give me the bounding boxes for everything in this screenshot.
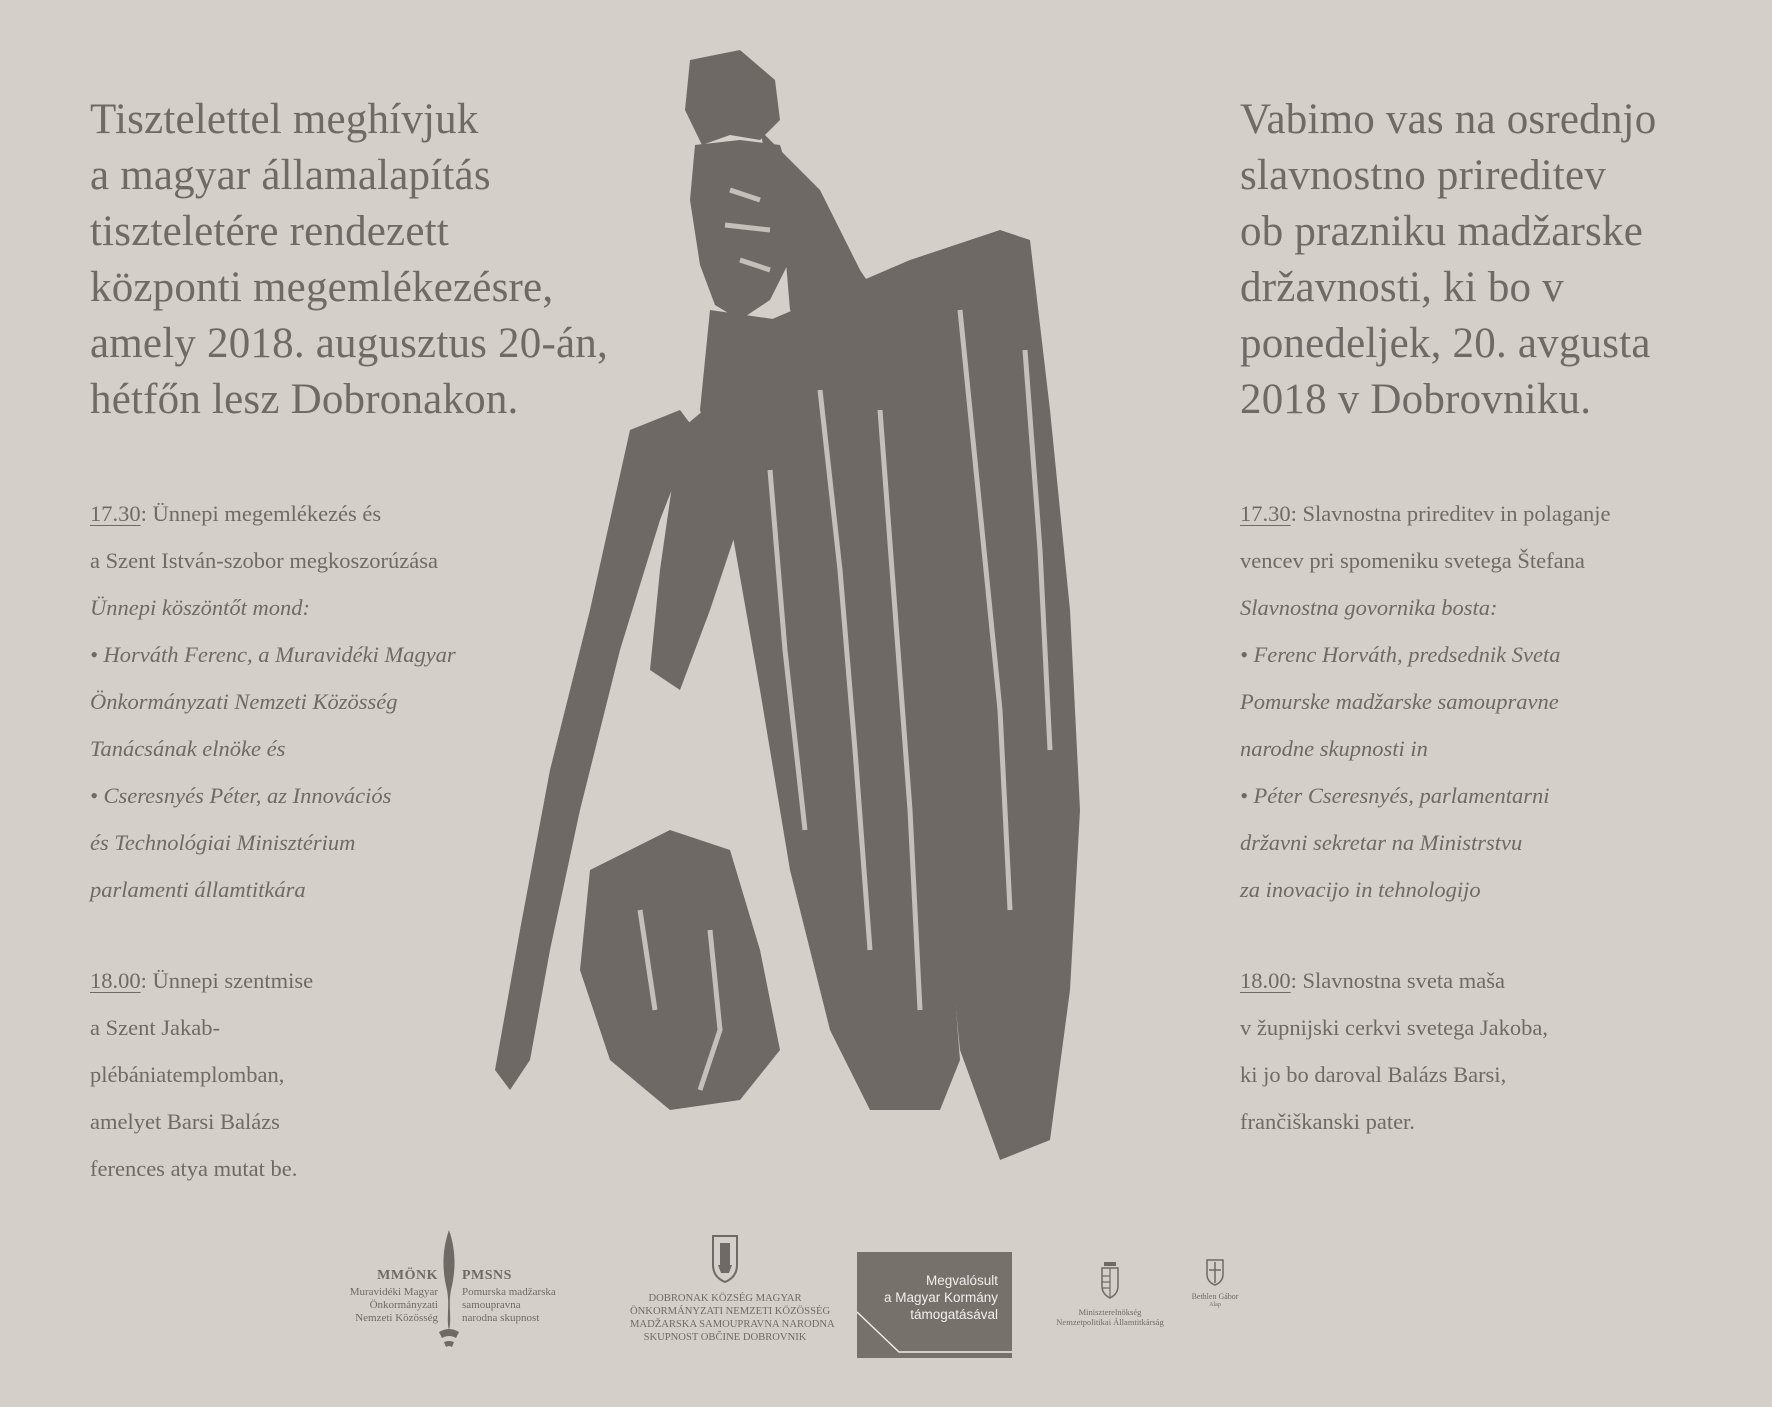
diagonal-stripe-icon xyxy=(857,1308,1012,1358)
slovenian-headline xyxy=(1240,92,1656,428)
program-line: v župnijski cerkvi svetega Jakoba, xyxy=(1240,1015,1549,1040)
hungarian-program-1 xyxy=(90,490,456,913)
program-line: amelyet Barsi Balázs xyxy=(90,1109,280,1134)
program-line: ferences atya mutat be. xyxy=(90,1156,298,1181)
dobronak-line: MADŽARSKA SAMOUPRAVNA NARODNA xyxy=(630,1319,835,1330)
headline-line: amely 2018. augusztus 20-án, xyxy=(90,320,608,367)
sponsor-logos xyxy=(0,1230,1772,1380)
headline-line: a magyar államalapítás xyxy=(90,152,491,199)
program-line xyxy=(90,957,313,1004)
pmsns-name-line: narodna skupnost xyxy=(462,1312,540,1324)
dobronak-line: SKUPNOST OBČINE DOBROVNIK xyxy=(643,1332,807,1343)
headline-line: ob prazniku madžarske xyxy=(1240,208,1643,255)
bethlen-gabor-logo xyxy=(1180,1258,1250,1328)
program-time: 18.00 xyxy=(1240,968,1291,993)
program-line: és Technológiai Minisztérium xyxy=(90,830,356,855)
program-line xyxy=(1240,957,1548,1004)
program-line: državni sekretar na Ministrstvu xyxy=(1240,830,1523,855)
program-line: Ünnepi köszöntőt mond: xyxy=(90,595,310,620)
ministry-logo xyxy=(1050,1260,1170,1350)
ministry-text xyxy=(1050,1308,1170,1327)
bethlen-line: Alap xyxy=(1209,1302,1221,1308)
bethlen-shield-icon xyxy=(1205,1258,1225,1286)
slovenian-program-2 xyxy=(1240,957,1548,1145)
headline-line: državnosti, ki bo v xyxy=(1240,264,1564,311)
program-line: Pomurske madžarske samoupravne xyxy=(1240,689,1559,714)
pmsns-abbreviation: PMSNS xyxy=(462,1268,512,1283)
program-time: 18.00 xyxy=(90,968,141,993)
program-line: za inovacijo in tehnologijo xyxy=(1240,877,1481,902)
program-line: ki jo bo daroval Balázs Barsi, xyxy=(1240,1062,1507,1087)
mmonk-logo xyxy=(320,1230,580,1360)
headline-line: Vabimo vas na osrednjo xyxy=(1240,96,1657,143)
headline-line: központi megemlékezésre, xyxy=(90,264,554,311)
dobronak-coat-of-arms-icon xyxy=(712,1235,738,1283)
program-line: Tanácsának elnöke és xyxy=(90,736,286,761)
government-line: Megvalósult xyxy=(925,1273,998,1288)
dobronak-logo xyxy=(630,1230,835,1360)
headline-line: hétfőn lesz Dobronakon. xyxy=(90,376,519,423)
dobronak-line: ÖNKORMÁNYZATI NEMZETI KÖZÖSSÉG xyxy=(630,1306,831,1317)
government-support-box xyxy=(857,1252,1012,1358)
program-line xyxy=(90,490,456,537)
program-text: : Ünnepi megemlékezés és xyxy=(140,501,382,526)
pmsns-name-line: samoupravna xyxy=(462,1299,521,1311)
program-line: Önkormányzati Nemzeti Közösség xyxy=(90,689,398,714)
program-text: : Slavnostna prireditev in polaganje xyxy=(1290,501,1611,526)
program-line: parlamenti államtitkára xyxy=(90,877,306,902)
mmonk-abbreviation: MMÖNK xyxy=(377,1268,438,1283)
program-line: • Cseresnyés Péter, az Innovációs xyxy=(90,783,392,808)
program-text: : Slavnostna sveta maša xyxy=(1290,968,1505,993)
hungarian-headline xyxy=(90,92,608,428)
pmsns-name-line: Pomurska madžarska xyxy=(462,1286,556,1298)
dobronak-text xyxy=(630,1292,835,1344)
bethlen-text xyxy=(1180,1292,1250,1310)
dobronak-line: DOBRONAK KÖZSÉG MAGYAR xyxy=(648,1293,802,1304)
headline-line: tiszteletére rendezett xyxy=(90,208,449,255)
program-line: frančiškanski pater. xyxy=(1240,1109,1415,1134)
hungarian-program-2 xyxy=(90,957,313,1192)
program-line: plébániatemplomban, xyxy=(90,1062,285,1087)
mmonk-name-line: Muravidéki Magyar xyxy=(349,1286,438,1298)
headline-line: Tisztelettel meghívjuk xyxy=(90,96,479,143)
program-text: : Ünnepi szentmise xyxy=(140,968,314,993)
program-time: 17.30 xyxy=(1240,501,1291,526)
mmonk-name-line: Nemzeti Közösség xyxy=(355,1312,438,1324)
program-line: narodne skupnosti in xyxy=(1240,736,1428,761)
slovenian-program-1 xyxy=(1240,490,1611,913)
program-line: a Szent István-szobor megkoszorúzása xyxy=(90,548,439,573)
headline-line: ponedeljek, 20. avgusta xyxy=(1240,320,1651,367)
program-line: • Péter Cseresnyés, parlamentarni xyxy=(1240,783,1550,808)
government-line: a Magyar Kormány xyxy=(883,1290,998,1305)
program-time: 17.30 xyxy=(90,501,141,526)
program-line: • Ferenc Horváth, predsednik Sveta xyxy=(1240,642,1561,667)
program-line: • Horváth Ferenc, a Muravidéki Magyar xyxy=(90,642,456,667)
ministry-line: Nemzetpolitikai Államtitkárság xyxy=(1056,1316,1164,1327)
program-line xyxy=(1240,490,1611,537)
program-line: Slavnostna govornika bosta: xyxy=(1240,595,1498,620)
program-line: vencev pri spomeniku svetega Štefana xyxy=(1240,548,1585,573)
flame-emblem-icon xyxy=(436,1230,462,1350)
headline-line: slavnostno prireditev xyxy=(1240,152,1607,199)
headline-line: 2018 v Dobrovniku. xyxy=(1240,376,1592,423)
bethlen-line: Bethlen Gábor xyxy=(1191,1292,1239,1301)
hungarian-coat-of-arms-icon xyxy=(1100,1260,1120,1300)
mmonk-name-line: Önkormányzati xyxy=(369,1299,438,1311)
program-line: a Szent Jakab- xyxy=(90,1015,220,1040)
ministry-line: Miniszterelnökség xyxy=(1078,1307,1142,1317)
government-line: támogatásával xyxy=(910,1307,998,1322)
